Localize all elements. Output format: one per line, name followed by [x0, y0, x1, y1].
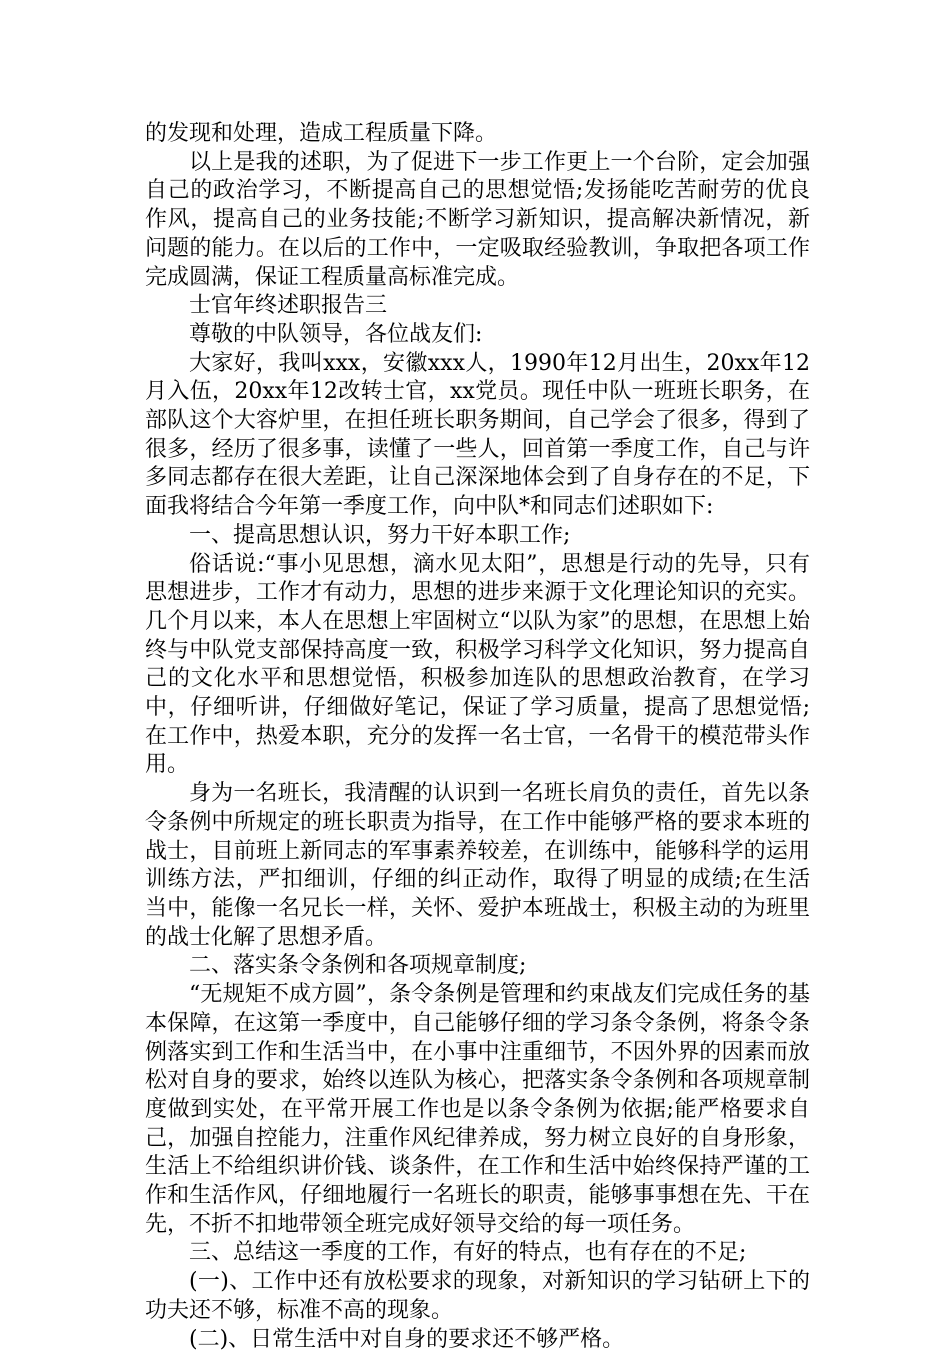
section-title: 士官年终述职报告三	[189, 293, 388, 319]
paragraph-regulations: “无规矩不成方圆”，条令条例是管理和约束战友们完成任务的基本保障，在这第一季度中，自己能够仔细的学习条令条例，将条令条例落实到工作和生活当中，在小事中注重细节，不因外界的因素而放松对自身的要求，始终以连队为核心，把落实条令条例和各项规章制度做到实处，在平常开展工作也是以条令条例为依据;能严格要求自己，加强自控能力，注重作风纪律养成，努力树立良好的自身形象，生活上不给组织讲价钱、谈条件，在工作和生活中始终保持严谨的工作和生活作风，仔细地履行一名班长的职责，能够事事想在先、干在先，不折不扣地带领全班完成好领导交给的每一项任务。	[145, 982, 810, 1237]
heading-one: 一、提高思想认识，努力干好本职工作;	[189, 522, 571, 548]
salutation: 尊敬的中队领导，各位战友们:	[189, 321, 483, 347]
list-item-one: (一)、工作中还有放松要求的现象，对新知识的学习钻研上下的功夫还不够，标准不高的现象。	[145, 1269, 810, 1323]
heading-two: 二、落实条令条例和各项规章制度;	[189, 953, 527, 979]
heading-three: 三、总结这一季度的工作，有好的特点，也有存在的不足;	[189, 1240, 747, 1266]
list-item-two: (二)、日常生活中对自身的要求还不够严格。	[189, 1326, 625, 1352]
paragraph-squad-leader: 身为一名班长，我清醒的认识到一名班长肩负的责任，首先以条令条例中所规定的班长职责为指导，在工作中能够严格的要求本班的战士，目前班上新同志的军事素养较差，在训练中，能够科学的运用训练方法，严扣细训，仔细的纠正动作，取得了明显的成绩;在生活当中，能像一名兄长一样，关怀、爱护本班战士，积极主动的为班里的战士化解了思想矛盾。	[145, 781, 810, 950]
paragraph-summary: 以上是我的述职，为了促进下一步工作更上一个台阶，定会加强自己的政治学习，不断提高自己的思想觉悟;发扬能吃苦耐劳的优良作风，提高自己的业务技能;不断学习新知识，提高解决新情况，新问题的能力。在以后的工作中，一定吸取经验教训，争取把各项工作完成圆满，保证工程质量高标准完成。	[145, 149, 810, 290]
paragraph-introduction: 大家好，我叫xxx，安徽xxx人，1990年12月出生，20xx年12月入伍，20xx年12改转士官，xx党员。现任中队一班班长职务，在部队这个大容炉里，在担任班长职务期间，自己学会了很多，得到了很多，经历了很多事，读懂了一些人，回首第一季度工作，自己与许多同志都存在很大差距，让自己深深地体会到了自身存在的不足，下面我将结合今年第一季度工作，向中队*和同志们述职如下:	[145, 350, 810, 520]
paragraph-thought: 俗话说:“事小见思想，滴水见太阳”，思想是行动的先导，只有思想进步，工作才有动力，思想的进步来源于文化理论知识的充实。几个月以来，本人在思想上牢固树立“以队为家”的思想，在思想上始终与中队党支部保持高度一致，积极学习科学文化知识，努力提高自己的文化水平和思想觉悟，积极参加连队的思想政治教育，在学习中，仔细听讲，仔细做好笔记，保证了学习质量，提高了思想觉悟;在工作中，热爱本职，充分的发挥一名士官，一名骨干的模范带头作用。	[145, 551, 810, 778]
paragraph-continuation: 的发现和处理，造成工程质量下降。	[145, 121, 498, 146]
document-page	[145, 120, 810, 1354]
